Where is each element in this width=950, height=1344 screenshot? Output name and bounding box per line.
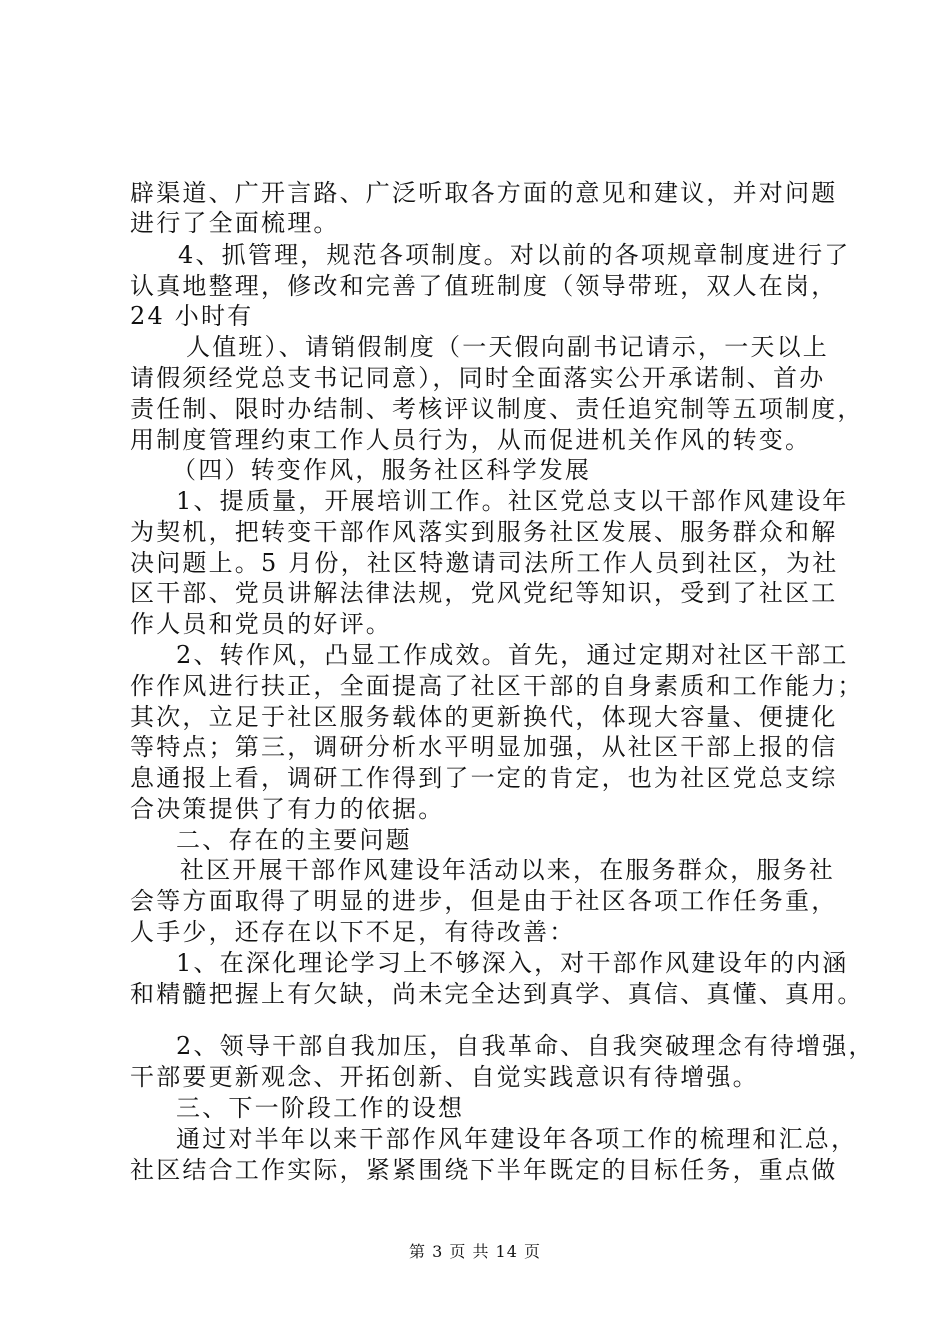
text-line: 区干部、党员讲解法律法规，党风党纪等知识，受到了社区工 [130,579,838,607]
text-line: 责任制、限时办结制、考核评议制度、责任追究制等五项制度， [130,395,864,423]
text-line: 1、在深化理论学习上不够深入，对干部作风建设年的内涵 [176,949,849,977]
text-line: 通过对半年以来干部作风年建设年各项工作的梳理和汇总， [176,1125,858,1153]
text-line: 24 小时有 [130,302,254,330]
text-line: 社区结合工作实际，紧紧围绕下半年既定的目标任务，重点做 [130,1156,838,1184]
text-line: 用制度管理约束工作人员行为，从而促进机关作风的转变。 [130,426,812,454]
text-line: 和精髓把握上有欠缺，尚未完全达到真学、真信、真懂、真用。 [130,980,864,1008]
text-line: 1、提质量，开展培训工作。社区党总支以干部作风建设年 [176,487,849,515]
section-heading: 二、存在的主要问题 [176,826,412,854]
text-line: 干部要更新观念、开拓创新、自觉实践意识有待增强。 [130,1063,759,1091]
section-heading: 三、下一阶段工作的设想 [176,1094,465,1122]
text-line: 社区开展干部作风建设年活动以来，在服务群众，服务社 [180,856,835,884]
text-line: 认真地整理，修改和完善了值班制度（领导带班，双人在岗， [130,272,838,300]
text-line: 进行了全面梳理。 [130,209,340,237]
text-line: 为契机，把转变干部作风落实到服务社区发展、服务群众和解 [130,518,838,546]
text-line: 合决策提供了有力的依据。 [130,795,445,823]
text-line: 等特点；第三，调研分析水平明显加强，从社区干部上报的信 [130,733,838,761]
text-line: 作作风进行扶正，全面提高了社区干部的自身素质和工作能力； [130,672,864,700]
text-line: 息通报上看，调研工作得到了一定的肯定，也为社区党总支综 [130,764,838,792]
text-line: 2、领导干部自我加压，自我革命、自我突破理念有待增强， [176,1032,875,1060]
text-line: 辟渠道、广开言路、广泛听取各方面的意见和建议，并对问题 [130,179,838,207]
text-line: 4、抓管理，规范各项制度。对以前的各项规章制度进行了 [178,241,851,269]
text-line: 作人员和党员的好评。 [130,610,392,638]
text-line: 会等方面取得了明显的进步，但是由于社区各项工作任务重， [130,887,838,915]
text-line: 2、转作风，凸显工作成效。首先，通过定期对社区干部工 [176,641,849,669]
text-line: 人手少，还存在以下不足，有待改善： [130,918,576,946]
section-heading: （四）转变作风，服务社区科学发展 [172,456,592,484]
text-line: 请假须经党总支书记同意），同时全面落实公开承诺制、首办 [130,364,826,392]
text-line: 其次，立足于社区服务载体的更新换代，体现大容量、便捷化 [130,703,838,731]
text-line: 人值班）、请销假制度（一天假向副书记请示，一天以上 [186,333,829,361]
page-number-footer: 第 3 页 共 14 页 [409,1242,541,1261]
text-line: 决问题上。5 月份，社区特邀请司法所工作人员到社区，为社 [130,549,839,577]
